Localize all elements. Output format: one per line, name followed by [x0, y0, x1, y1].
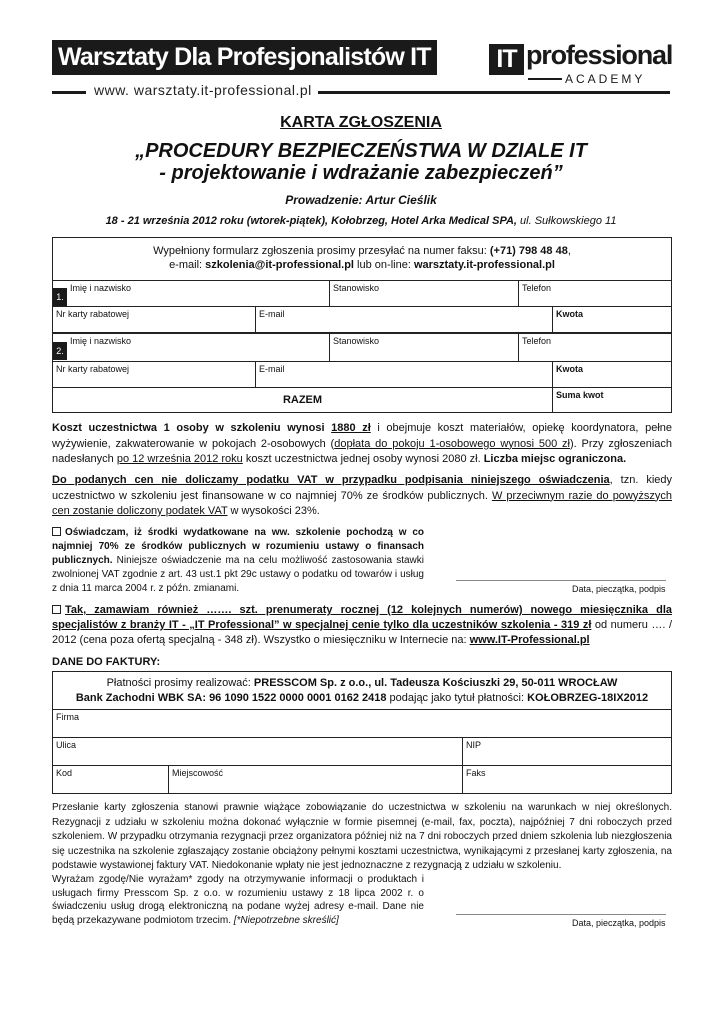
fax-number: (+71) 798 48 48	[489, 245, 568, 257]
p2-amount-label: Kwota	[556, 364, 583, 374]
header-rule-left	[52, 91, 86, 94]
logo-academy: ACADEMY	[565, 72, 646, 86]
date-place	[52, 215, 670, 227]
cost-paragraph	[52, 421, 672, 468]
p2-name-field[interactable]	[52, 333, 330, 362]
intro-email-label: e-mail:	[169, 259, 206, 271]
vat-d: w wysokości 23%.	[227, 505, 320, 517]
p1-amount-label: Kwota	[556, 309, 583, 319]
subscription-url[interactable]: www.IT-Professional.pl	[469, 634, 590, 646]
p2-position-field[interactable]	[329, 333, 519, 362]
form-title: KARTA ZGŁOSZENIA	[280, 114, 442, 131]
logo-divider	[528, 78, 562, 80]
signature-line-1	[456, 580, 666, 581]
declaration-bold: Oświadczam, iż środki wydatkowane na ww. szkolenie pochodzą w co najmniej 70% ze środków publicznych w rozumieniu ustawy o finansach publicznych.	[52, 527, 424, 566]
total-amount-label: Suma kwot	[556, 390, 604, 400]
logo-professional: professional	[526, 40, 673, 70]
fax-label: Faks	[466, 768, 486, 778]
payment-company: PRESSCOM Sp. z o.o., ul. Tadeusza Kościuszki 29, 50-011 WROCŁAW	[253, 677, 618, 689]
fax-field[interactable]	[462, 765, 672, 794]
intro-online-label: lub on-line:	[354, 259, 414, 271]
p1-email-label: E-mail	[259, 309, 285, 319]
cost-limited: Liczba miejsc ograniczona.	[483, 453, 627, 465]
declaration-checkbox[interactable]	[52, 527, 61, 536]
city-label: Miejscowość	[172, 768, 224, 778]
vat-c: W przeciwnym razie do powyższych cen zostanie doliczony podatek VAT	[52, 489, 672, 517]
postcode-field[interactable]	[52, 765, 169, 794]
payment-bank: Bank Zachodni WBK SA: 96 1090 1522 0000 0001 0162 2418	[75, 692, 387, 704]
vat-paragraph	[52, 473, 672, 520]
p1-amount-field[interactable]	[552, 306, 672, 333]
cost-a: Koszt uczestnictwa 1 osoby w szkoleniu wynosi	[52, 422, 332, 434]
logo-it: IT	[489, 44, 524, 75]
legal-paragraph: Przesłanie karty zgłoszenia stanowi prawnie wiążące zobowiązanie do uczestnictwa w szkoleniu na warunkach w niej określonych. Rezygnacji z udziału w szkoleniu można dokonać wyłącznie w formie pisemnej (e-mail, fax, poczta), najpóźniej 7 dni roboczych przed szkoleniem. W przypadku otrzymania rezygnacji przez organizatora później niż na 7 dni roboczych przed dniem szkolenia lub niezgłoszenia się uczestnika na szkolenie zgłaszający zostanie obciążony pełnymi kosztami uczestnictwa, wynikającymi z przesłanej karty zgłoszenia, na podstawie wystawionej faktury VAT. Niedokonanie wpłaty nie jest jednoznaczne z rezygnacją z udziału w szkoleniu.	[52, 802, 672, 871]
p2-phone-field[interactable]	[518, 333, 672, 362]
course-title: „PROCEDURY BEZPIECZEŃSTWA W DZIALE IT	[135, 140, 587, 162]
cost-single-room: dopłata do pokoju 1-osobowego wynosi 500 zł	[334, 437, 570, 450]
payment-b: podając jako tytuł płatności:	[386, 692, 528, 704]
vat-b: , tzn. kiedy uczestnictwo w szkoleniu jest finansowane w co najmniej 70% ze środków publicznych.	[52, 474, 672, 502]
online-url[interactable]: warsztaty.it-professional.pl	[413, 259, 555, 271]
subscription-a: Tak, zamawiam również ……. szt. prenumeraty rocznej (12 kolejnych numerów) nowego miesięcznika dla specjalistów z branży IT - „IT Professional” w specjalnej cenie tylko dla uczestników szkolenia - 319 zł	[52, 604, 672, 631]
header-url[interactable]: www. warsztaty.it-professional.pl	[94, 82, 312, 98]
subscription-b: od numeru …. / 2012 (cena poza ofertą specjalną - 348 zł). Wszystko o miesięczniku w Internecie na:	[52, 619, 672, 646]
p2-position-label: Stanowisko	[333, 336, 380, 346]
p2-email-field[interactable]	[255, 361, 553, 388]
total-label: RAZEM	[282, 394, 323, 406]
intro-text: Wypełniony formularz zgłoszenia prosimy przesyłać na numer faksu:	[153, 245, 490, 257]
p1-position-field[interactable]	[329, 280, 519, 307]
p2-number: 2.	[53, 342, 67, 360]
cost-e: ). Przy zgłoszeniach nadesłanych	[52, 437, 672, 465]
postcode-label: Kod	[56, 768, 73, 778]
invoice-heading: DANE DO FAKTURY:	[52, 656, 161, 668]
contact-email[interactable]: szkolenia@it-professional.pl	[205, 259, 354, 271]
p2-name-label: Imię i nazwisko	[70, 336, 132, 346]
address: ul. Sułkowskiego 11	[520, 215, 617, 227]
street-field[interactable]	[52, 737, 463, 766]
payment-a: Płatności prosimy realizować:	[106, 677, 254, 689]
cost-deadline: po 12 września 2012 roku	[116, 453, 243, 465]
p1-position-label: Stanowisko	[333, 283, 380, 293]
p2-card-label: Nr karty rabatowej	[56, 364, 130, 374]
p2-phone-label: Telefon	[522, 336, 552, 346]
company-field[interactable]	[52, 709, 672, 738]
intro-comma: ,	[567, 245, 571, 257]
total-amount-field[interactable]	[552, 387, 672, 413]
total-row	[52, 387, 553, 413]
signature-line-2	[456, 914, 666, 915]
header-rule-right	[318, 91, 670, 94]
vat-a: Do podanych cen nie doliczamy podatku VAT w przypadku podpisania niniejszego oświadczenia	[52, 474, 610, 486]
p1-phone-label: Telefon	[522, 283, 552, 293]
company-label: Firma	[56, 712, 79, 722]
p1-card-field[interactable]	[52, 306, 256, 333]
invoice-payment-info	[52, 676, 672, 706]
p1-number: 1.	[53, 288, 67, 306]
declaration-paragraph	[52, 526, 424, 596]
payment-title: KOŁOBRZEG-18IX2012	[527, 692, 649, 704]
registration-intro	[52, 244, 672, 272]
p1-card-label: Nr karty rabatowej	[56, 309, 130, 319]
declaration-normal: Niniejsze oświadczenie ma na celu możliwość zastosowania stawki zwolnionej VAT zgodnie z art. 43 ust.1 pkt 29c ustawy o podatku od towarów i usług z dnia 11 marca 2004 r. z późn. zmianami.	[52, 555, 424, 594]
cost-g: koszt uczestnictwa jednej osoby wynosi 2080 zł.	[242, 453, 484, 465]
p2-email-label: E-mail	[259, 364, 285, 374]
cost-c: i obejmuje koszt materiałów, opiekę koordynatora, pełne wyżywienie, zakwaterowanie w pokojach 2-osobowych (	[52, 422, 673, 450]
signature-label-1: Data, pieczątka, podpis	[572, 584, 666, 594]
p1-name-field[interactable]	[52, 280, 330, 307]
cost-price: 1880 zł	[331, 422, 371, 434]
date-place-text: 18 - 21 września 2012 roku (wtorek-piątek), Kołobrzeg, Hotel Arka Medical SPA,	[105, 215, 517, 227]
p2-card-field[interactable]	[52, 361, 256, 388]
consent-paragraph	[52, 873, 424, 927]
trainer: Prowadzenie: Artur Cieślik	[285, 193, 437, 207]
subscription-paragraph	[52, 603, 672, 648]
p1-phone-field[interactable]	[518, 280, 672, 307]
p2-amount-field[interactable]	[552, 361, 672, 388]
p1-name-label: Imię i nazwisko	[70, 283, 132, 293]
signature-label-2: Data, pieczątka, podpis	[572, 918, 666, 928]
p1-email-field[interactable]	[255, 306, 553, 333]
header-title: Warsztaty Dla Profesjonalistów IT	[52, 40, 437, 75]
city-field[interactable]	[168, 765, 463, 794]
subscription-checkbox[interactable]	[52, 605, 61, 614]
consent-a: Wyrażam zgodę/Nie wyrażam* zgody na otrzymywanie informacji o produktach i usługach firmy Presscom Sp. z o.o. w rozumieniu ustawy z 18 lipca 2002 r. o świadczeniu usług drogą elektroniczną na podane wyżej adresy e-mail. Dane nie będą przekazywane podmiotom trzecim.	[52, 874, 424, 926]
street-label: Ulica	[56, 740, 77, 750]
nip-field[interactable]	[462, 737, 672, 766]
course-subtitle: - projektowanie i wdrażanie zabezpieczeń”	[159, 162, 563, 184]
consent-note: [*Niepotrzebne skreślić]	[233, 914, 339, 926]
nip-label: NIP	[466, 740, 482, 750]
